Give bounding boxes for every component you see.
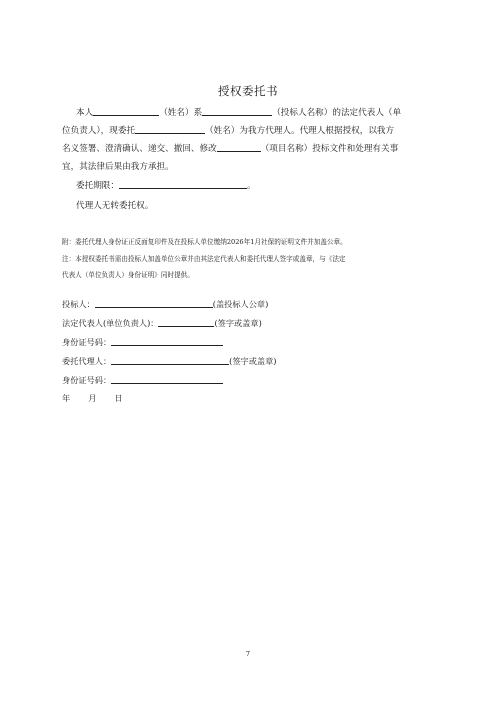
- text-segment: （投标人名称）的法定代表人（单: [272, 108, 402, 118]
- text-segment: （姓名）为我方代理人。代理人根据授权，以我方: [205, 126, 395, 136]
- paragraph-line-2: [62, 124, 394, 136]
- paragraph-line-1: [76, 106, 401, 118]
- bidder-name-blank: [202, 106, 272, 116]
- paragraph-line-4: 宜，其法律后果由我方承担。: [62, 162, 174, 172]
- text-segment: 本人: [76, 108, 94, 118]
- no-subdelegation: 代理人无转委托权。: [76, 201, 154, 211]
- date-row: [62, 393, 123, 404]
- agent-suffix: (签字或盖章): [229, 356, 277, 366]
- page-title: 授权委托书: [218, 84, 278, 98]
- id-number-row-2: [62, 374, 223, 386]
- paragraph-line-3: [62, 142, 398, 154]
- legal-rep-label: 法定代表人(单位负责人)：: [62, 318, 159, 328]
- text-segment: 名义签署、澄清确认、递交、撤回、修改: [62, 144, 217, 154]
- legal-rep-signature-row: [62, 317, 262, 329]
- text-segment: （项目名称）投标文件和处理有关事: [260, 144, 399, 154]
- bidder-signature-row: [62, 298, 268, 310]
- page-number: 7: [245, 650, 251, 658]
- text-segment: （姓名）系: [159, 108, 203, 118]
- agent-signature-row: [62, 355, 276, 367]
- id-number-row-1: [62, 336, 223, 348]
- id-blank: [111, 336, 223, 346]
- term-end: 。: [246, 181, 256, 191]
- agent-name-blank: [135, 124, 205, 134]
- bidder-label: 投标人：: [62, 299, 95, 309]
- remark-line-2: 代表人（单位负责人）身份证明》同时提供。: [62, 271, 194, 279]
- date-day: 日: [114, 393, 123, 403]
- term-label: 委托期限：: [76, 181, 119, 191]
- agent-label: 委托代理人：: [62, 356, 112, 366]
- term-blank: [119, 179, 247, 189]
- id-blank: [111, 374, 223, 384]
- attachment-note: 附：委托代理人身份证正反面复印件及在投标人单位缴纳2026年1月社保的证明文件并加盖公章。: [62, 238, 347, 246]
- agent-blank: [111, 355, 229, 365]
- date-month: 月: [88, 393, 97, 403]
- legal-rep-blank: [158, 317, 214, 327]
- remark-line-1: 注：本授权委托书需由投标人加盖单位公章并由其法定代表人和委托代理人签字或盖章，与《法定: [62, 255, 346, 263]
- id-label: 身份证号码：: [62, 375, 112, 385]
- project-name-blank: [217, 142, 261, 152]
- bidder-blank: [95, 298, 213, 308]
- name-blank: [93, 106, 159, 116]
- id-label: 身份证号码：: [62, 337, 112, 347]
- term-line: [76, 179, 256, 191]
- legal-rep-suffix: (签字或盖章): [214, 318, 262, 328]
- bidder-suffix: (盖投标人公章): [212, 299, 269, 309]
- text-segment: 位负责人），现委托: [62, 126, 136, 136]
- date-year: 年: [62, 393, 71, 403]
